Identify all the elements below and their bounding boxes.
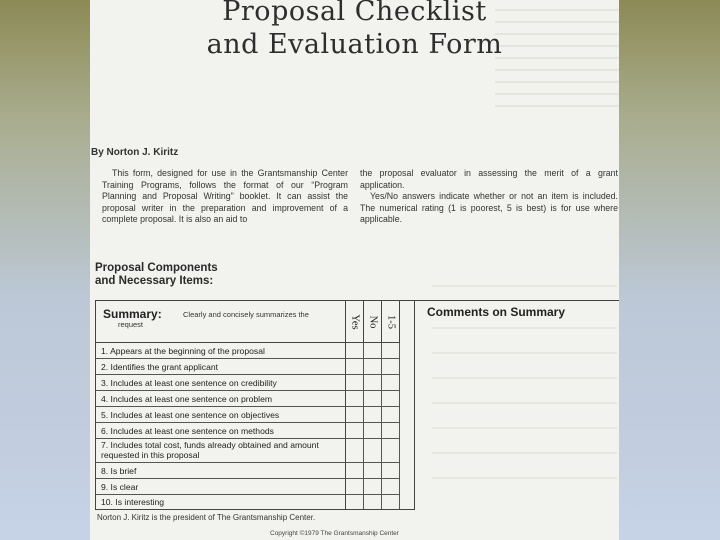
intro-right-text-2: Yes/No answers indicate whether or not an item is included. The numerical rating (1 is poorest, 5 is best) is for use where applicable. — [360, 191, 618, 224]
checklist-row: 10. Is interesting — [96, 495, 346, 509]
section-heading-line-1: Proposal Components — [95, 262, 218, 274]
comments-title: Comments on Summary — [427, 305, 566, 319]
checklist-row: 9. Is clear — [96, 479, 346, 495]
checklist-row: 8. Is brief — [96, 463, 346, 479]
yes-cell[interactable] — [346, 423, 364, 439]
rating-cell[interactable] — [382, 407, 400, 423]
summary-title: Summary: — [103, 307, 162, 321]
checklist-row: 1. Appears at the beginning of the proposal — [96, 343, 346, 359]
no-cell[interactable] — [364, 439, 382, 463]
column-header-rating — [382, 301, 400, 343]
yes-cell[interactable] — [346, 495, 364, 509]
checklist-row: 5. Includes at least one sentence on objectives — [96, 407, 346, 423]
copyright-notice: Copyright ©1979 The Grantsmanship Center — [270, 530, 399, 537]
document-page — [90, 0, 619, 540]
rating-cell[interactable] — [382, 423, 400, 439]
no-cell[interactable] — [364, 423, 382, 439]
intro-right-text-1: the proposal evaluator in assessing the merit of a grant application. — [360, 168, 618, 190]
checklist-row: 6. Includes at least one sentence on methods — [96, 423, 346, 439]
yes-cell[interactable] — [346, 343, 364, 359]
column-header-no — [364, 301, 382, 343]
intro-right-paragraph — [360, 168, 618, 226]
column-no-label: No — [367, 315, 378, 328]
summary-description-cont: request — [118, 320, 144, 329]
title-line-1: Proposal Checklist — [222, 0, 487, 27]
rating-cell[interactable] — [382, 343, 400, 359]
yes-cell[interactable] — [346, 439, 364, 463]
comments-box[interactable] — [415, 300, 619, 510]
section-heading — [95, 262, 218, 288]
byline: By Norton J. Kiritz — [91, 147, 179, 158]
yes-cell[interactable] — [346, 407, 364, 423]
intro-left-paragraph — [102, 168, 348, 226]
rating-cell[interactable] — [382, 439, 400, 463]
yes-cell[interactable] — [346, 375, 364, 391]
section-heading-line-2: and Necessary Items: — [95, 275, 214, 287]
checklist-row: 2. Identifies the grant applicant — [96, 359, 346, 375]
no-cell[interactable] — [364, 407, 382, 423]
no-cell[interactable] — [364, 495, 382, 509]
no-cell[interactable] — [364, 375, 382, 391]
rating-cell[interactable] — [382, 375, 400, 391]
no-cell[interactable] — [364, 343, 382, 359]
yes-cell[interactable] — [346, 359, 364, 375]
rating-cell[interactable] — [382, 479, 400, 495]
checklist-row: 3. Includes at least one sentence on credibility — [96, 375, 346, 391]
column-rating-label: 1-5 — [385, 314, 396, 329]
title-line-2: and Evaluation Form — [206, 29, 503, 60]
rating-cell[interactable] — [382, 359, 400, 375]
checklist-row: 7. Includes total cost, funds already obtained and amount requested in this proposal — [96, 439, 346, 463]
column-yes-label: Yes — [349, 313, 360, 330]
no-cell[interactable] — [364, 479, 382, 495]
no-cell[interactable] — [364, 391, 382, 407]
rating-cell[interactable] — [382, 495, 400, 509]
rating-cell[interactable] — [382, 391, 400, 407]
yes-cell[interactable] — [346, 463, 364, 479]
yes-cell[interactable] — [346, 479, 364, 495]
column-header-yes — [346, 301, 364, 343]
no-cell[interactable] — [364, 463, 382, 479]
intro-left-text: This form, designed for use in the Grantsmanship Center Training Programs, follows the format of our “Program Planning and Proposal Writing” booklet. It can assist the proposal writer in the preparation and improvement of a complete proposal. It is also an aid to — [102, 168, 348, 224]
no-cell[interactable] — [364, 359, 382, 375]
author-footnote: Norton J. Kiritz is the president of The Grantsmanship Center. — [97, 513, 316, 522]
summary-checklist-table — [95, 300, 415, 510]
rating-cell[interactable] — [382, 463, 400, 479]
summary-header — [96, 301, 346, 343]
yes-cell[interactable] — [346, 391, 364, 407]
checklist-row: 4. Includes at least one sentence on problem — [96, 391, 346, 407]
summary-description: Clearly and concisely summarizes the — [183, 310, 309, 319]
